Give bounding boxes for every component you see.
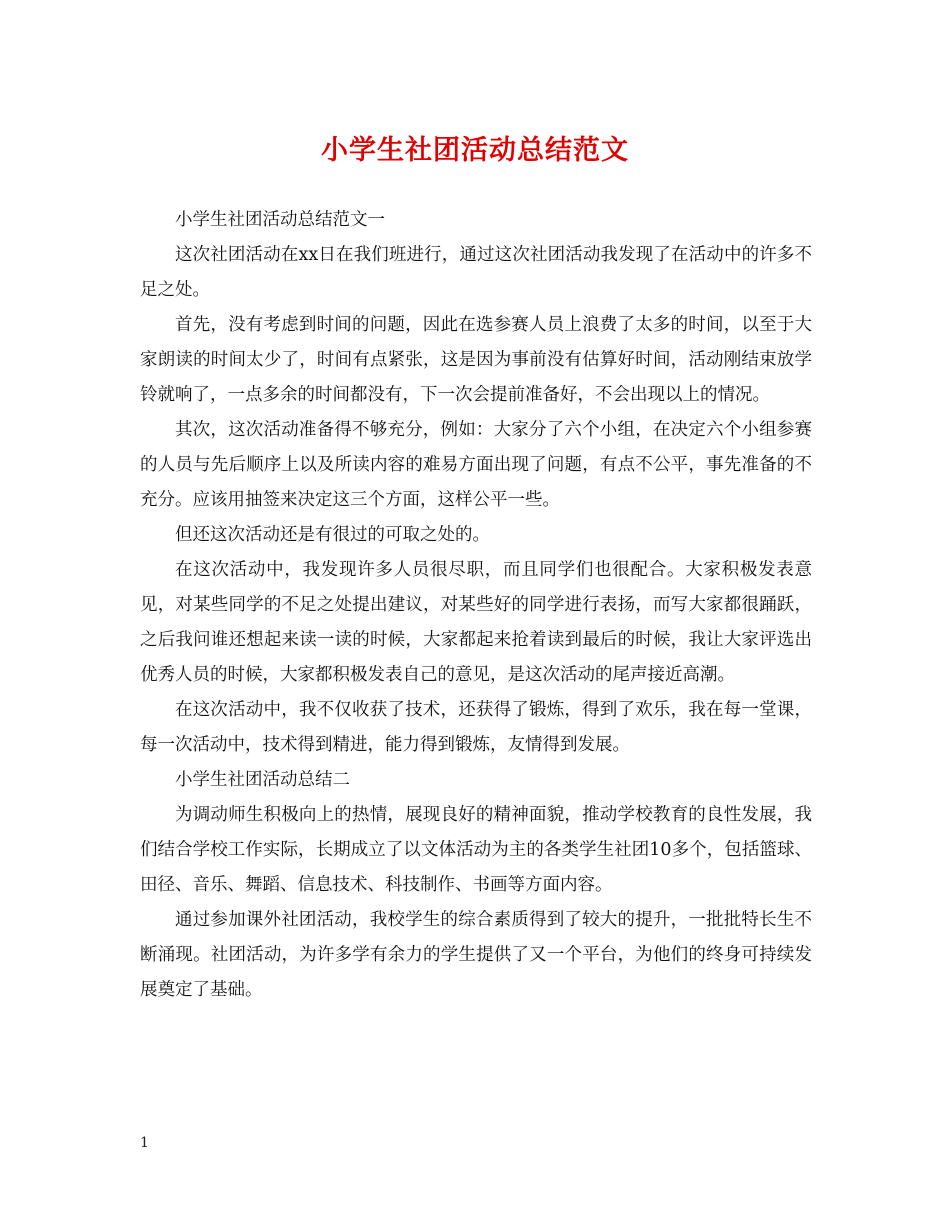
body-paragraph: 首先，没有考虑到时间的问题，因此在选参赛人员上浪费了太多的时间，以至于大家朗读的时间太少了，时间有点紧张，这是因为事前没有估算好时间，活动刚结束放学铃就响了，一点多余的时间都没有，下一次会提前准备好，不会出现以上的情况。: [140, 315, 812, 405]
page-number: 1: [140, 1135, 149, 1151]
body-paragraph: 为调动师生积极向上的热情，展现良好的精神面貌，推动学校教育的良性发展，我们结合学校工作实际，长期成立了以文体活动为主的各类学生社团10多个，包括篮球、田径、音乐、舞蹈、信息技术、科技制作、书画等方面内容。: [140, 805, 812, 895]
body-paragraph: 这次社团活动在xx日在我们班进行，通过这次社团活动我发现了在活动中的许多不足之处。: [140, 245, 812, 300]
section-heading-1: 小学生社团活动总结范文一: [175, 210, 385, 230]
document-title: 小学生社团活动总结范文: [321, 135, 629, 166]
body-paragraph: 在这次活动中，我不仅收获了技术，还获得了锻炼，得到了欢乐，我在每一堂课，每一次活动中，技术得到精进，能力得到锻炼，友情得到发展。: [140, 700, 812, 755]
body-paragraph: 在这次活动中，我发现许多人员很尽职，而且同学们也很配合。大家积极发表意见，对某些同学的不足之处提出建议，对某些好的同学进行表扬，而写大家都很踊跃，之后我问谁还想起来读一读的时候，大家都起来抢着读到最后的时候，我让大家评选出优秀人员的时候，大家都积极发表自己的意见，是这次活动的尾声接近高潮。: [140, 560, 812, 685]
document-body: [140, 203, 812, 1008]
section-heading-2: 小学生社团活动总结二: [175, 770, 350, 790]
body-paragraph: 通过参加课外社团活动，我校学生的综合素质得到了较大的提升，一批批特长生不断涌现。社团活动，为许多学有余力的学生提供了又一个平台，为他们的终身可持续发展奠定了基础。: [140, 910, 812, 1000]
body-paragraph: 其次，这次活动准备得不够充分，例如：大家分了六个小组，在决定六个小组参赛的人员与先后顺序上以及所读内容的难易方面出现了问题，有点不公平，事先准备的不充分。应该用抽签来决定这三个方面，这样公平一些。: [140, 420, 812, 510]
body-paragraph: 但还这次活动还是有很过的可取之处的。: [175, 525, 490, 545]
